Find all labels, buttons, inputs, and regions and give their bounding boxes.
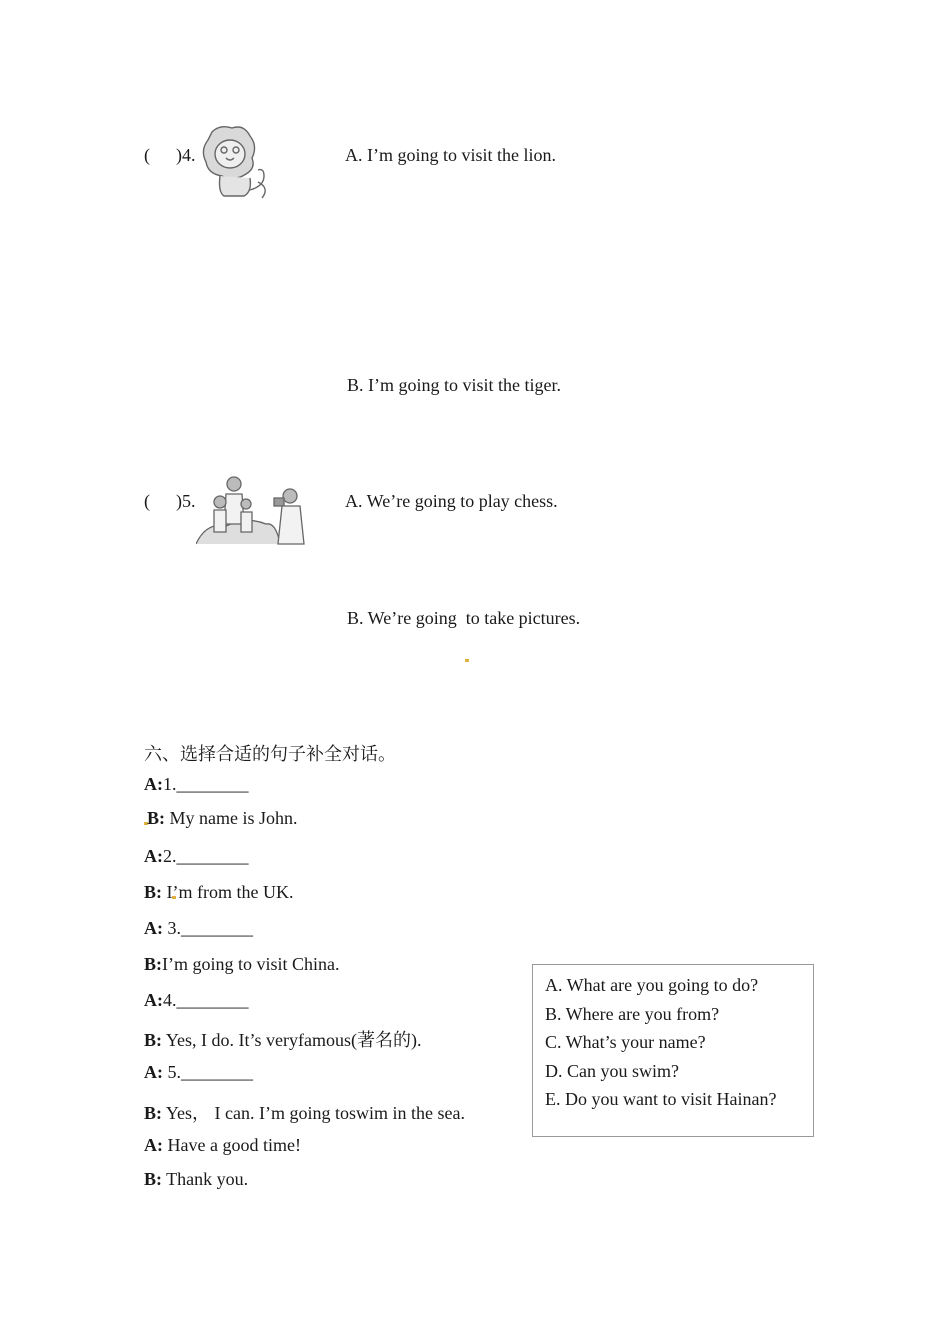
dialogue-text: I’m from the UK. — [162, 882, 294, 902]
dialogue-line-10 — [144, 1099, 465, 1125]
dialogue-text: I’m going to visit China. — [162, 954, 340, 974]
answer-paren: ( — [144, 145, 150, 165]
dialogue-line-5 — [144, 918, 253, 939]
speaker: B: — [144, 1030, 162, 1050]
speaker: A: — [144, 1135, 163, 1155]
lion-picture — [198, 122, 272, 200]
dialogue-text: 3.________ — [163, 918, 253, 938]
choice-a: A. What are you going to do? — [545, 975, 759, 995]
dialogue-text: Yes, I do. It’s veryfamous(著名的). — [162, 1030, 422, 1050]
dialogue-text: Have a good time! — [163, 1135, 301, 1155]
dialogue-line-8 — [144, 1026, 421, 1052]
dialogue-text: 4.________ — [163, 990, 249, 1010]
dialogue-line-1 — [144, 774, 249, 795]
question-5-option-a: A. We’re going to play chess. — [345, 491, 558, 511]
dialogue-line-6 — [144, 954, 340, 975]
dialogue-line-9 — [144, 1062, 253, 1083]
question-5-option-b: B. We’re going to take pictures. — [347, 608, 581, 628]
dialogue-line-4 — [144, 882, 293, 903]
answer-paren: ( — [144, 491, 150, 511]
question-4-number — [144, 145, 196, 166]
dialogue-text: 1.________ — [163, 774, 249, 794]
stray-mark — [465, 659, 469, 662]
question-4-option-b: B. I’m going to visit the tiger. — [347, 375, 561, 395]
speaker: A: — [144, 846, 163, 866]
dialogue-text: Thank you. — [162, 1169, 249, 1189]
section-6-heading: 六、选择合适的句子补全对话。 — [144, 744, 396, 764]
speaker: B: — [144, 954, 162, 974]
dialogue-line-3 — [144, 846, 249, 867]
dialogue-line-7 — [144, 990, 249, 1011]
choice-c: C. What’s your name? — [545, 1032, 706, 1052]
dialogue-text: 5.________ — [163, 1062, 253, 1082]
dialogue-line-2 — [147, 808, 298, 829]
dialogue-line-11 — [144, 1135, 301, 1156]
question-number: )4. — [176, 145, 196, 165]
question-4-option-a: A. I’m going to visit the lion. — [345, 145, 556, 165]
dialogue-text: Yes， I can. I’m going toswim in the sea. — [162, 1103, 465, 1123]
speaker: B: — [144, 882, 162, 902]
dialogue-text: 2.________ — [163, 846, 249, 866]
question-number: )5. — [176, 491, 196, 511]
dialogue-text: My name is John. — [165, 808, 298, 828]
choice-d: D. Can you swim? — [545, 1060, 679, 1081]
speaker: A: — [144, 1062, 163, 1082]
family-photo-picture — [196, 472, 314, 546]
dialogue-line-12 — [144, 1169, 248, 1190]
speaker: B: — [147, 808, 165, 828]
choice-b: B. Where are you from? — [545, 1003, 720, 1024]
speaker: B: — [144, 1103, 162, 1123]
speaker: A: — [144, 774, 163, 794]
question-5-number — [144, 491, 196, 512]
choices-box — [532, 964, 814, 1137]
speaker: A: — [144, 918, 163, 938]
speaker: B: — [144, 1169, 162, 1189]
choice-e: E. Do you want to visit Hainan? — [545, 1089, 777, 1109]
speaker: A: — [144, 990, 163, 1010]
